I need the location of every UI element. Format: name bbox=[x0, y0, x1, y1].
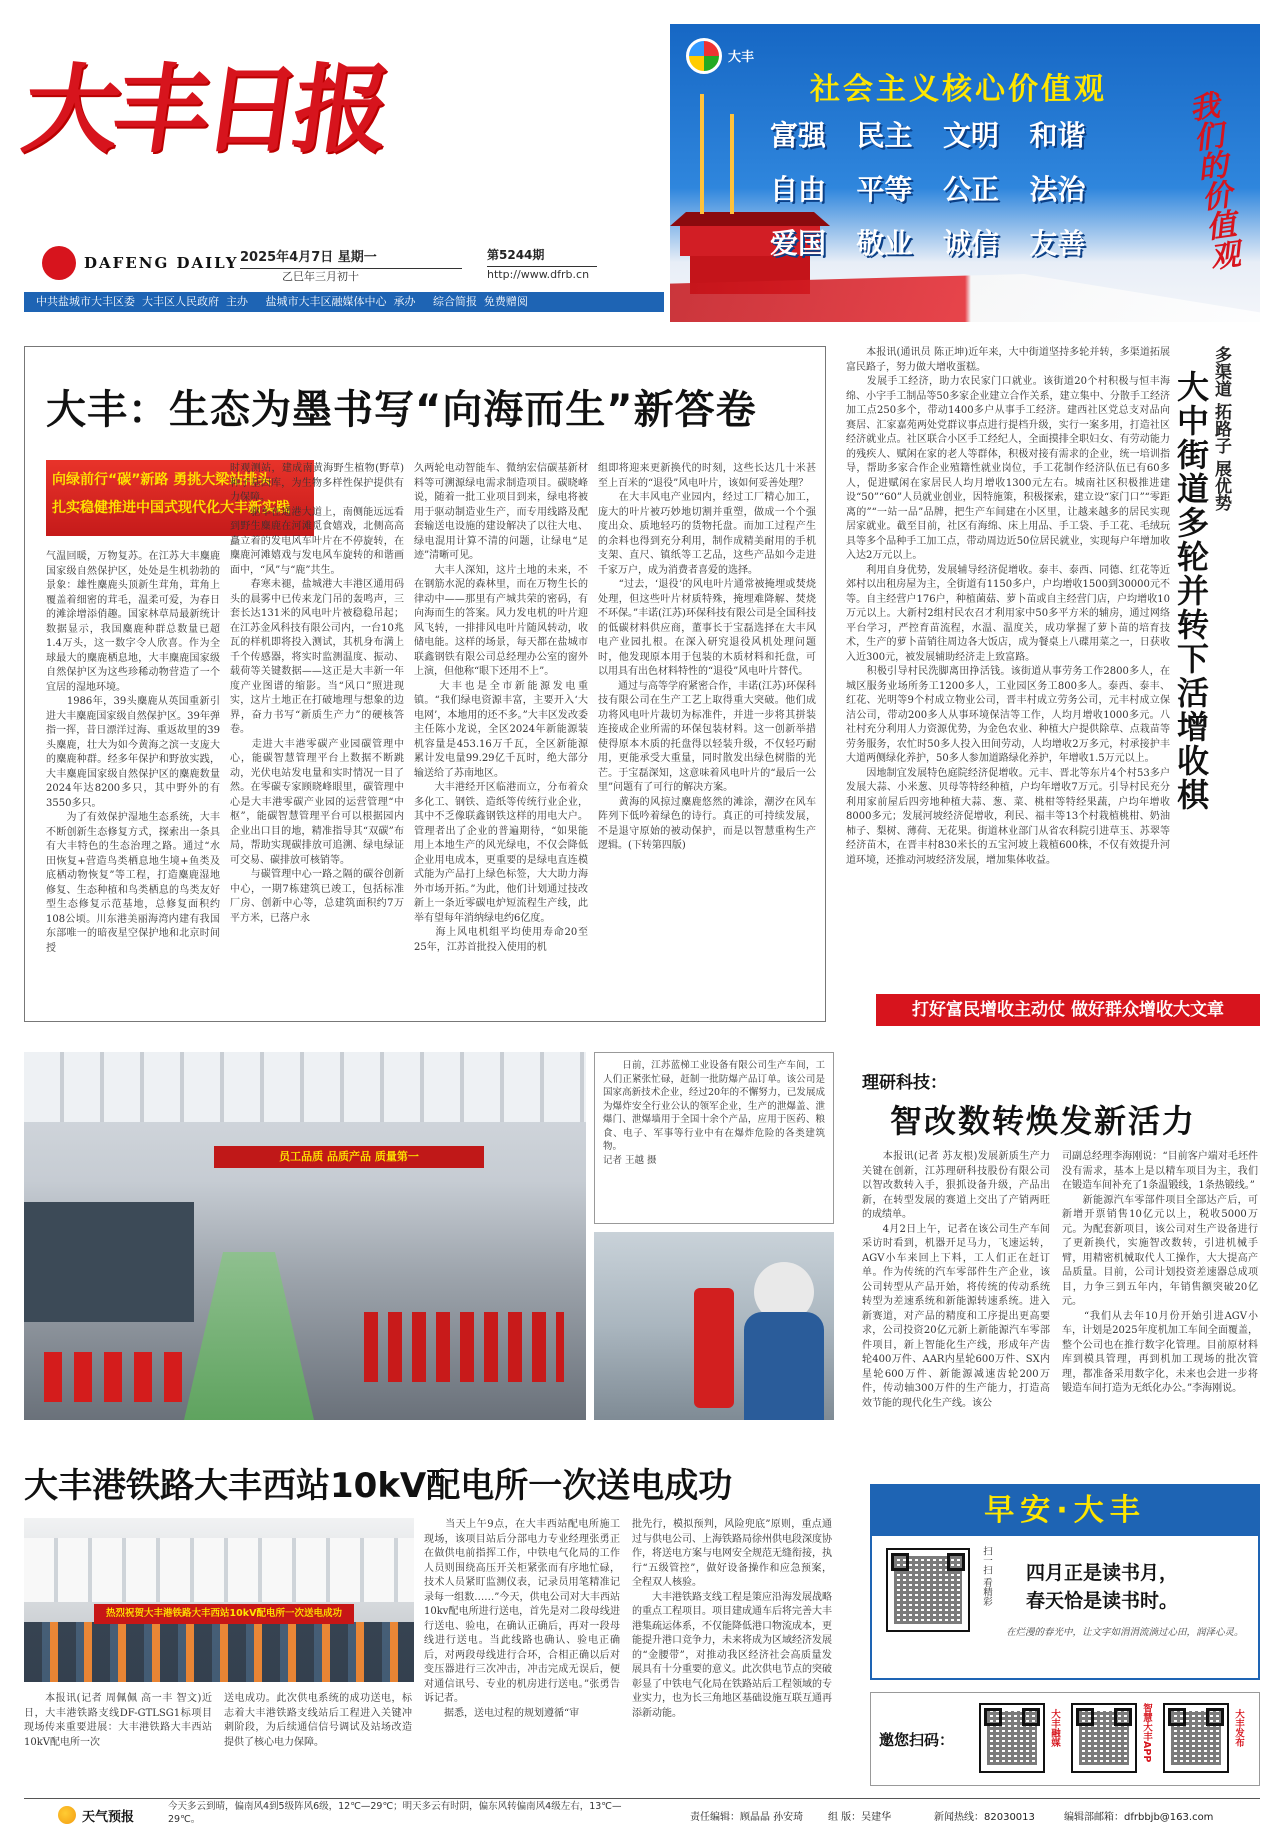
rail-col-3: 批先行，模拟预判，风险兜底”原则，重点通过与供电公司、上海铁路局徐州供电段深度协作，将送电方案与电网安全规范无缝衔接，执行“五级管控”，做好设备操作和应急预案，全程双人核验。 大丰港铁路支线工程是策应沿海发展战略的重点工程项目。项目建成通车后将完善大丰港集疏运体系，不仅能降低港口物流成本，更能提升港口竞争力，未来将成为区域经济发展的“金腰带”，对推动我区经济社会高质量发展具有十分重要的意义。此次供电节点的突破彰显了中铁电气化局在铁路站后工程领域的专业实力，也为长三角地区基础设施互联互通再添新动能。 bbox=[632, 1519, 832, 1719]
newspaper-name: 大丰日报 bbox=[16, 53, 393, 166]
qr-label-1: 大丰融媒 bbox=[1049, 1709, 1060, 1747]
photo-caption-box bbox=[594, 1052, 834, 1224]
footer-email[interactable]: 编辑部邮箱：dfrbbjb@163.com bbox=[1064, 1812, 1214, 1823]
workshop-photo-large bbox=[24, 1052, 586, 1420]
value-item: 爱国 bbox=[770, 227, 827, 260]
lead-col-1: 气温回暖，万物复苏。在江苏大丰麋鹿国家级自然保护区，处处是生机勃勃的景象：雄性麋鹿头顶新生茸角，茸角上覆盖着细密的茸毛，温柔可爱，为春日的滩涂增添俏趣。国家林草局最新统计数据显示，我国麋鹿种群总数量已超1.4万头，这一数字令人欣喜。作为全球最大的麋鹿栖息地，大丰麋鹿国家级自然保护区为这些珍稀动物营造了一个宜居的湿地环境。 1986年，39头麋鹿从英国重新引进大丰麋鹿国家级自然保护区。39年弹指一挥，昔日漂洋过海、重返故里的39头麋鹿，壮大为如今黄海之滨一支庞大的麋鹿种群。经多年保护和野放实践，大丰麋鹿国家级自然保护区的麋鹿数量2024年达8200多只，其中野外的有3550多只。 为了有效保护湿地生态系统，大丰不断创新生态修复方式，探索出一条具有大丰特色的生态治理之路。通过“水田恢复+营造鸟类栖息地生境+鱼类及底栖动物恢复”等工程，打造麋鹿湿地修复、生态种植和鸟类栖息的鸟类友好型生态修复示范基地，总修复面积约108公顷。川东港美丽海湾内建有我国东部唯一的暗夜星空保护地和北京时间授 bbox=[46, 551, 220, 954]
masthead-date: 2025年4月7日 星期一 bbox=[240, 246, 462, 269]
weather-icon bbox=[58, 1806, 76, 1824]
value-item: 诚信 bbox=[943, 227, 1000, 260]
kicker-line-1: 向绿前行“碳”新路 勇挑大梁站排头 bbox=[52, 472, 272, 488]
dafeng-logo-icon bbox=[42, 246, 76, 280]
side-body: 本报讯(通讯员 陈正坤)近年来，大中街道坚持多轮并转，多渠道拓展富民路子，努力做大增收蛋糕。 发展手工经济，助力农民家门口就业。该街道20个村积极与恒丰海绵、小宇手工制品等50多家企业建立合作关系，建立集中、分散手工经济加工点250多个，带动1400多户从事手工经济。建西社区党总支对品向赛居、汇家嘉苑两处党群议事点进行提档升级，实行一案多用，打造社区经济就业点。社区联合小区手工经纪人，全面摸排全职妇女、有劳动能力的残疾人、赋闲在家的老人等群体，积极对接有需求的企业，统一培训指导，帮助多家合作企业殖籍性就业岗位，手工花制作经济队伍已有60多人，促进赋闲在家居民人均月增收1300元左右。城南社区积极推进建设“50”“60”人员就业创业，因特施策，积极探索，建立设“家门口”“零距离的”“一站一品”品牌，把生产车间建在小区里，让越来越多的居民实现居家就业。截至目前，社区有海绵、床上用品、手工袋、手工花、毛绒玩具等多个品种手工加工点，带动周边近50位居民就业，实现每户年增加收入达2万元以上。 利用自身优势，发展辅导经济促增收。泰丰、泰西、同德、红花等近郊村以出租房屋为主，全街道有1150多户，户均增收1500到30000元不等。自主经营户176户，种植菌菇、萝卜苗或自主经营门店，户均增收10万元以上。大新村2组村民农召才利用家中50多平方米的辅房，通过网络平台学习，严控育苗流程，水温、温度关，成功掌握了萝卜苗的培育技术，生产的萝卜苗销往周边各大饭店，成为餐桌上八碟用菜之一，日获收入近300元，被发展辅助经济走上致富路。 积极引导村民洗脚离田挣活钱。该街道从事劳务工作2800多人，在城区服务业场所务工1200多人，工业园区务工800多人。泰西、泰丰、红花、光明等9个村成立物业公司，晋丰村成立劳务公司，元丰村成立保洁公司，带动200多人从事环境保洁等工作，人均月增收1000多元。八社村充分利用人力资源优势，为金色农业、种植大户提供除草、点栽苗等劳务服务，农忙时50多人投入田间劳动，人均增收2万多元，村承接护丰大道两侧绿化养护，50多人参加道路绿化养护，年增收1.5万元以上。 因地制宜发展特色庭院经济促增收。元丰、晋北等东片4个村53多户发展大蒜、小米葱、贝母等特经种植，户均年增收7万元。引导村民充分利用家前屋后四旁地种植大蒜、葱、菜、桃柑等特经果蔬，户均年增收8000多元；发展河坡经济促增收，利民、福丰等13个村栽植桃柑、奶油柿子、梨树、薄荷、无花果。街道林业部门从省农科院引进草玉、苏翠等经济苗木，在晋丰村830米长的五宝河坡上栽植600株，不仅有效提升河道环境，还推动河坡经济发展，增加集体收益。 bbox=[846, 347, 1170, 866]
footer-hotline: 新闻热线：82030013 bbox=[934, 1812, 1035, 1823]
value-item: 和谐 bbox=[1029, 119, 1086, 152]
value-item: 敬业 bbox=[856, 227, 913, 260]
weather-text: 今天多云到晴，偏南风4到5级阵风6级，12℃—29℃；明天多云有时阴，偏东风转偏南风4级左右，13℃—29℃。 bbox=[168, 1801, 622, 1825]
banner-title: 社会主义核心价值观 bbox=[810, 72, 1107, 107]
side-subhead: 多渠道 拓路子 展优势 bbox=[1211, 346, 1231, 511]
morning-title: 早安·大丰 bbox=[872, 1486, 1258, 1536]
qr-label-3: 大丰发布 bbox=[1233, 1709, 1244, 1747]
liyan-col-2: 司副总经理李海刚说：“目前客户端对毛坯件没有需求，基本上是以精车项目为主，我们在锻造车间补充了1条温锻线，1条热锻线。” 新能源汽车零部件项目全部达产后，可新增开票销售10亿元以上，税收5000万元。为配套新项目，该公司对生产设备进行了更新换代，实施智改数转，引进机械手臂，用精密机械取代人工操作，大大提高产品质量。目前，公司计划投资差速器总成项目，力争三到五年内，年销售额突破20亿元。 “我们从去年10月份开始引进AGV小车，计划是2025年度机加工车间全面覆盖，整个公司也在推行数字化管理。目前原材料库到模具管理，再到机加工现场的批次管理，都准备采用数字化，未来也会进一步将锻造车间打造为无纸化办公。”李海刚说。 bbox=[1062, 1151, 1258, 1394]
banner-logo-icon bbox=[686, 38, 722, 74]
value-item: 自由 bbox=[770, 173, 827, 206]
rail-col-2: 当天上午9点，在大丰西站配电所施工现场，该项目站后分部电力专业经理张勇正在做供电前指挥工作，中铁电气化局的工作人员则围绕高压开关柜紧张而有序地忙碌，技术人员紧盯监测仪表，记录员用笔精准记录每一组数……”今天，供电公司对大丰西站10kv配电所进行送电，首先是对二段母线进行送电、验电，在确认正确后，再对一段母线进行送电。当此线路也确认、验电正确后，对两段母线进行合环，合相正确以后对变压器进行三次冲击，冲击完成无误后，便对通信讯号、专业的机房进行送电。”张勇告诉记者。 据悉，送电过程的规划遵循“审 bbox=[424, 1519, 620, 1719]
core-values-banner bbox=[670, 24, 1260, 322]
masthead-url[interactable]: http://www.dfrb.cn bbox=[487, 268, 590, 281]
scan-bar bbox=[870, 1692, 1260, 1786]
side-slogan-bar: 打好富民增收主动仗 做好群众增收大文章 bbox=[876, 994, 1260, 1026]
morning-qr-code[interactable] bbox=[886, 1548, 970, 1632]
value-item: 法治 bbox=[1029, 173, 1086, 206]
morning-headline-1: 四月正是读书月， bbox=[1026, 1562, 1179, 1584]
qr-label-2: 智慧大丰APP bbox=[1141, 1703, 1152, 1763]
footer-rule bbox=[24, 1798, 1260, 1799]
morning-headline-2: 春天恰是读书时。 bbox=[1026, 1590, 1179, 1612]
masthead-issue: 第5244期 bbox=[487, 246, 597, 267]
banner-slogan: 我们的价值观 bbox=[1181, 89, 1242, 273]
rail-photo bbox=[24, 1518, 414, 1682]
lead-title: 大丰：生态为墨书写“向海而生”新答卷 bbox=[46, 387, 757, 433]
workshop-photo-small bbox=[594, 1232, 834, 1420]
liyan-headline: 智改数转焕发新活力 bbox=[890, 1102, 1197, 1140]
rail-col-1b: 送电成功。此次供电系统的成功送电，标志着大丰港铁路支线站后工程进入关键冲刺阶段，为后续通信信号调试及站场改造提供了核心电力保障。 bbox=[224, 1693, 412, 1748]
rail-headline: 大丰港铁路大丰西站10kV配电所一次送电成功 bbox=[24, 1466, 733, 1506]
qr-code-3[interactable] bbox=[1163, 1703, 1229, 1773]
morning-scan-label: 扫一扫 看精彩 bbox=[981, 1546, 992, 1607]
side-headline: 大中街道多轮并转下活增收棋 bbox=[1172, 370, 1210, 812]
banner-logo-text: 大丰 bbox=[728, 50, 755, 65]
morning-note: 在烂漫的春光中，让文字如涓涓流淌过心田，润泽心灵。 bbox=[1006, 1627, 1244, 1638]
masthead-title bbox=[16, 10, 444, 210]
liyan-label: 理研科技： bbox=[862, 1073, 947, 1093]
footer-editor: 责任编辑：顾晶晶 孙安琦 bbox=[690, 1812, 804, 1823]
lead-col-3: 久两轮电动智能车、微纳宏信碳基新材料等可溯源绿电需求制造项目。碳晓峰说，随着一批工业项目到来，绿电将被用于驱动制造业生产，而专用线路及配套输送电设施的建设解决了以往大电、绿电混用计算不清的问题，让绿电“足迹”清晰可见。 大丰人深知，这片土地的未来，不在钢筋水泥的森林里，而在万物生长的律动中——那里有产城共荣的密码，有向海而生的答案。风力发电机的叶片迎风飞转，一排排风电叶片随风转动，收储电能。这样的场景，每天都在盐城市联鑫钢铁有限公司总经理办公室的窗外上演，但他称“眼下还用不上”。 大丰也是全市新能源发电重镇。“我们绿电资源丰富，主要开入‘大电网’，本地用的还不多。”大丰区发改委主任陈小龙说，全区2024年新能源装机容量是453.16万千瓦，全区新能源累计发电量99.29亿千瓦时，绝大部分输送给了苏南地区。 大丰港经开区临港而立，分布着众多化工、钢铁、造纸等传统行业企业，其中不乏像联鑫钢铁这样的用电大户。管理者出了企业的普遍期待，“如果能用上本地生产的风光绿电，不仅会降低企业用电成本，更重要的是绿电直连模式能为产品打上绿色标签，大大助力海外市场开拓。”为此，他们计划通过技改新上一条近零碳电炉短流程生产线，此举有望每年消纳绿电约6亿度。 海上风电机组平均使用寿命20至25年，江苏首批投入使用的机 bbox=[414, 463, 588, 953]
photo-caption: 日前，江苏蓝梯工业设备有限公司生产车间，工人们正紧张忙碌，赶制一批防爆产品订单。该公司是国家高新技术企业，经过20年的不懈努力，已发展成为爆炸安全行业公认的领军企业，生产的泄爆盖、泄爆门、泄爆墙用于全国十余个产品，应用于医药、粮食、电子、军事等行业中有在爆炸危险的各类建筑物。 记者 王越 摄 bbox=[603, 1060, 825, 1166]
qr-code-1[interactable] bbox=[979, 1703, 1045, 1773]
rail-col-1: 本报讯(记者 周佩佩 高一丰 智文)近日，大丰港铁路支线DF-GTLSG1标项目现场传来重要进展：大丰港铁路大丰西站10kV配电所一次 bbox=[24, 1693, 212, 1748]
weather-label: 天气预报 bbox=[82, 1810, 135, 1825]
workshop-sign: 员工品质 品质产品 质量第一 bbox=[214, 1146, 484, 1168]
rail-photo-banner: 热烈祝贺大丰港铁路大丰西站10kV配电所一次送电成功 bbox=[94, 1604, 354, 1624]
scan-label: 邀您扫码： bbox=[879, 1731, 955, 1749]
values-grid bbox=[770, 114, 1110, 262]
masthead-lunar: 乙巳年三月初十 bbox=[282, 270, 359, 283]
value-item: 公正 bbox=[943, 173, 1000, 206]
lead-col-2: 时观测站，建成南黄海野生植物(野草)种子基因库，为生物多样性保护提供有力保障。 驱车在通港大道上，南侧能远远看到野生麋鹿在河滩觅食嬉戏，北侧高高矗立着的发电风车叶片在不停旋转，在麋鹿河滩嬉戏与发电风车旋转的和谐画面中，“风”与“鹿”共生。 春寒未褪，盐城港大丰港区通用码头的晨雾中已传来龙门吊的轰鸣声，三套长达131米的风电叶片被稳稳吊起；在江苏金风科技有限公司内，一台10兆瓦的样机即将投入测试，其机身布满上千个传感器，将实时监测温度、振动、载荷等关键数据——这正是大丰新一年度产业图谱的缩影。当“风口”照进现实，这片土地正在打破地理与想象的边界，奋力书写“新质生产力”的硬核答卷。 走进大丰港零碳产业园碳管理中心，能碳智慧管理平台上数据不断跳动，光伏电站发电量和实时情况一目了然。在零碳专家顾晓峰眼里，碳管理中心是大丰港零碳产业园的运营管理“中枢”，能碳智慧管理平台可以根据园内企业出口目的地，精准指导其“双碳”布局，帮助实现碳排放可追溯、绿电绿证可交易、碳排放可核销等。 与碳管理中心一路之隔的碳谷创新中心，一期7栋建筑已竣工，包括标准厂房、创新中心等，总建筑面积约7万平方米，已落户永 bbox=[230, 463, 404, 924]
value-item: 文明 bbox=[943, 119, 1000, 152]
value-item: 友善 bbox=[1029, 227, 1086, 260]
footer-layout: 组 版：吴建华 bbox=[828, 1812, 892, 1823]
value-item: 平等 bbox=[856, 173, 913, 206]
liyan-col-1: 本报讯(记者 苏友根)发展新质生产力关键在创新，江苏理研科技股份有限公司以智改数转入手，狠抓设备升级，产品出新，在转型发展的赛道上交出了产销两旺的成绩单。 4月2日上午，记者在该公司生产车间采访时看到，机器开足马力，飞速运转，AGV小车来回上下料，工人们正在赶订单。作为传统的汽车零部件生产企业，该公司转型从产品开始，将传统的传动系统转型为差速系统和新能源转速系统。进入新赛道，对产品的精度和工序提出更高要求，公司投资20亿元新上新能源汽车零部件项目，新上智能化生产线，形成年产齿轮400万件、AAR内星轮600万件、SX内星轮600万件、新能源减速齿轮200万件，传动轴300万件的生产能力，打造高效节能的现代化生产线。该公 bbox=[862, 1151, 1050, 1409]
masthead-english: DAFENG DAILY bbox=[84, 254, 239, 272]
morning-box bbox=[870, 1484, 1260, 1680]
sponsor-bar: 中共盐城市大丰区委 大丰区人民政府 主办 盐城市大丰区融媒体中心 承办 综合简报 免费赠阅 bbox=[24, 292, 664, 312]
qr-code-2[interactable] bbox=[1071, 1703, 1137, 1773]
value-item: 富强 bbox=[770, 119, 827, 152]
kicker-line-2: 扎实稳健推进中国式现代化大丰新实践 bbox=[52, 500, 290, 516]
value-item: 民主 bbox=[856, 119, 913, 152]
lead-col-4: 组即将迎来更新换代的时刻，这些长达几十米甚至上百米的“退役”风电叶片，该如何妥善处理？ 在大丰风电产业园内，经过工厂精心加工，庞大的叶片被巧妙地切割并重塑，做成一个个强度出众、质地轻巧的货物托盘。而加工过程产生的余料也得到充分利用，制作成精美耐用的手机支架、直尺、镇纸等工艺品，这些产品如今走进千家万户，成为消费者喜爱的选择。 “过去，‘退役’的风电叶片通常被掩埋或焚烧处理，但这些叶片材质特殊，掩埋难降解、焚烧不环保。”丰诺(江苏)环保科技有限公司是全国科技的低碳材料供应商，董事长于宝磊选择在大丰风电产业园扎根。在深入研究退役风机处理问题时，他发现原本用于包装的木质材料和托盘，可以用具有出色材料特性的“退役”风电叶片替代。 通过与高等学府紧密合作，丰诺(江苏)环保科技有限公司在生产工艺上取得重大突破。他们成功将风电叶片裁切为标准件，并进一步将其拼装连接成企业所需的环保包装材料。这一创新举措使得原本木质的托盘得以轻装升级，不仅轻巧耐用，更能承受大重量，同时散发出绿色树脂的光芒。于宝磊深知，这意味着风电叶片的“最后一公里”问题有了可行的解决方案。 黄海的风掠过麋鹿悠然的滩涂，潮汐在风车阵列下低吟着绿色的诗行。真正的可持续发展，不是退守原始的被动保护，而是以智慧重构生产逻辑。(下转第四版) bbox=[598, 463, 816, 851]
